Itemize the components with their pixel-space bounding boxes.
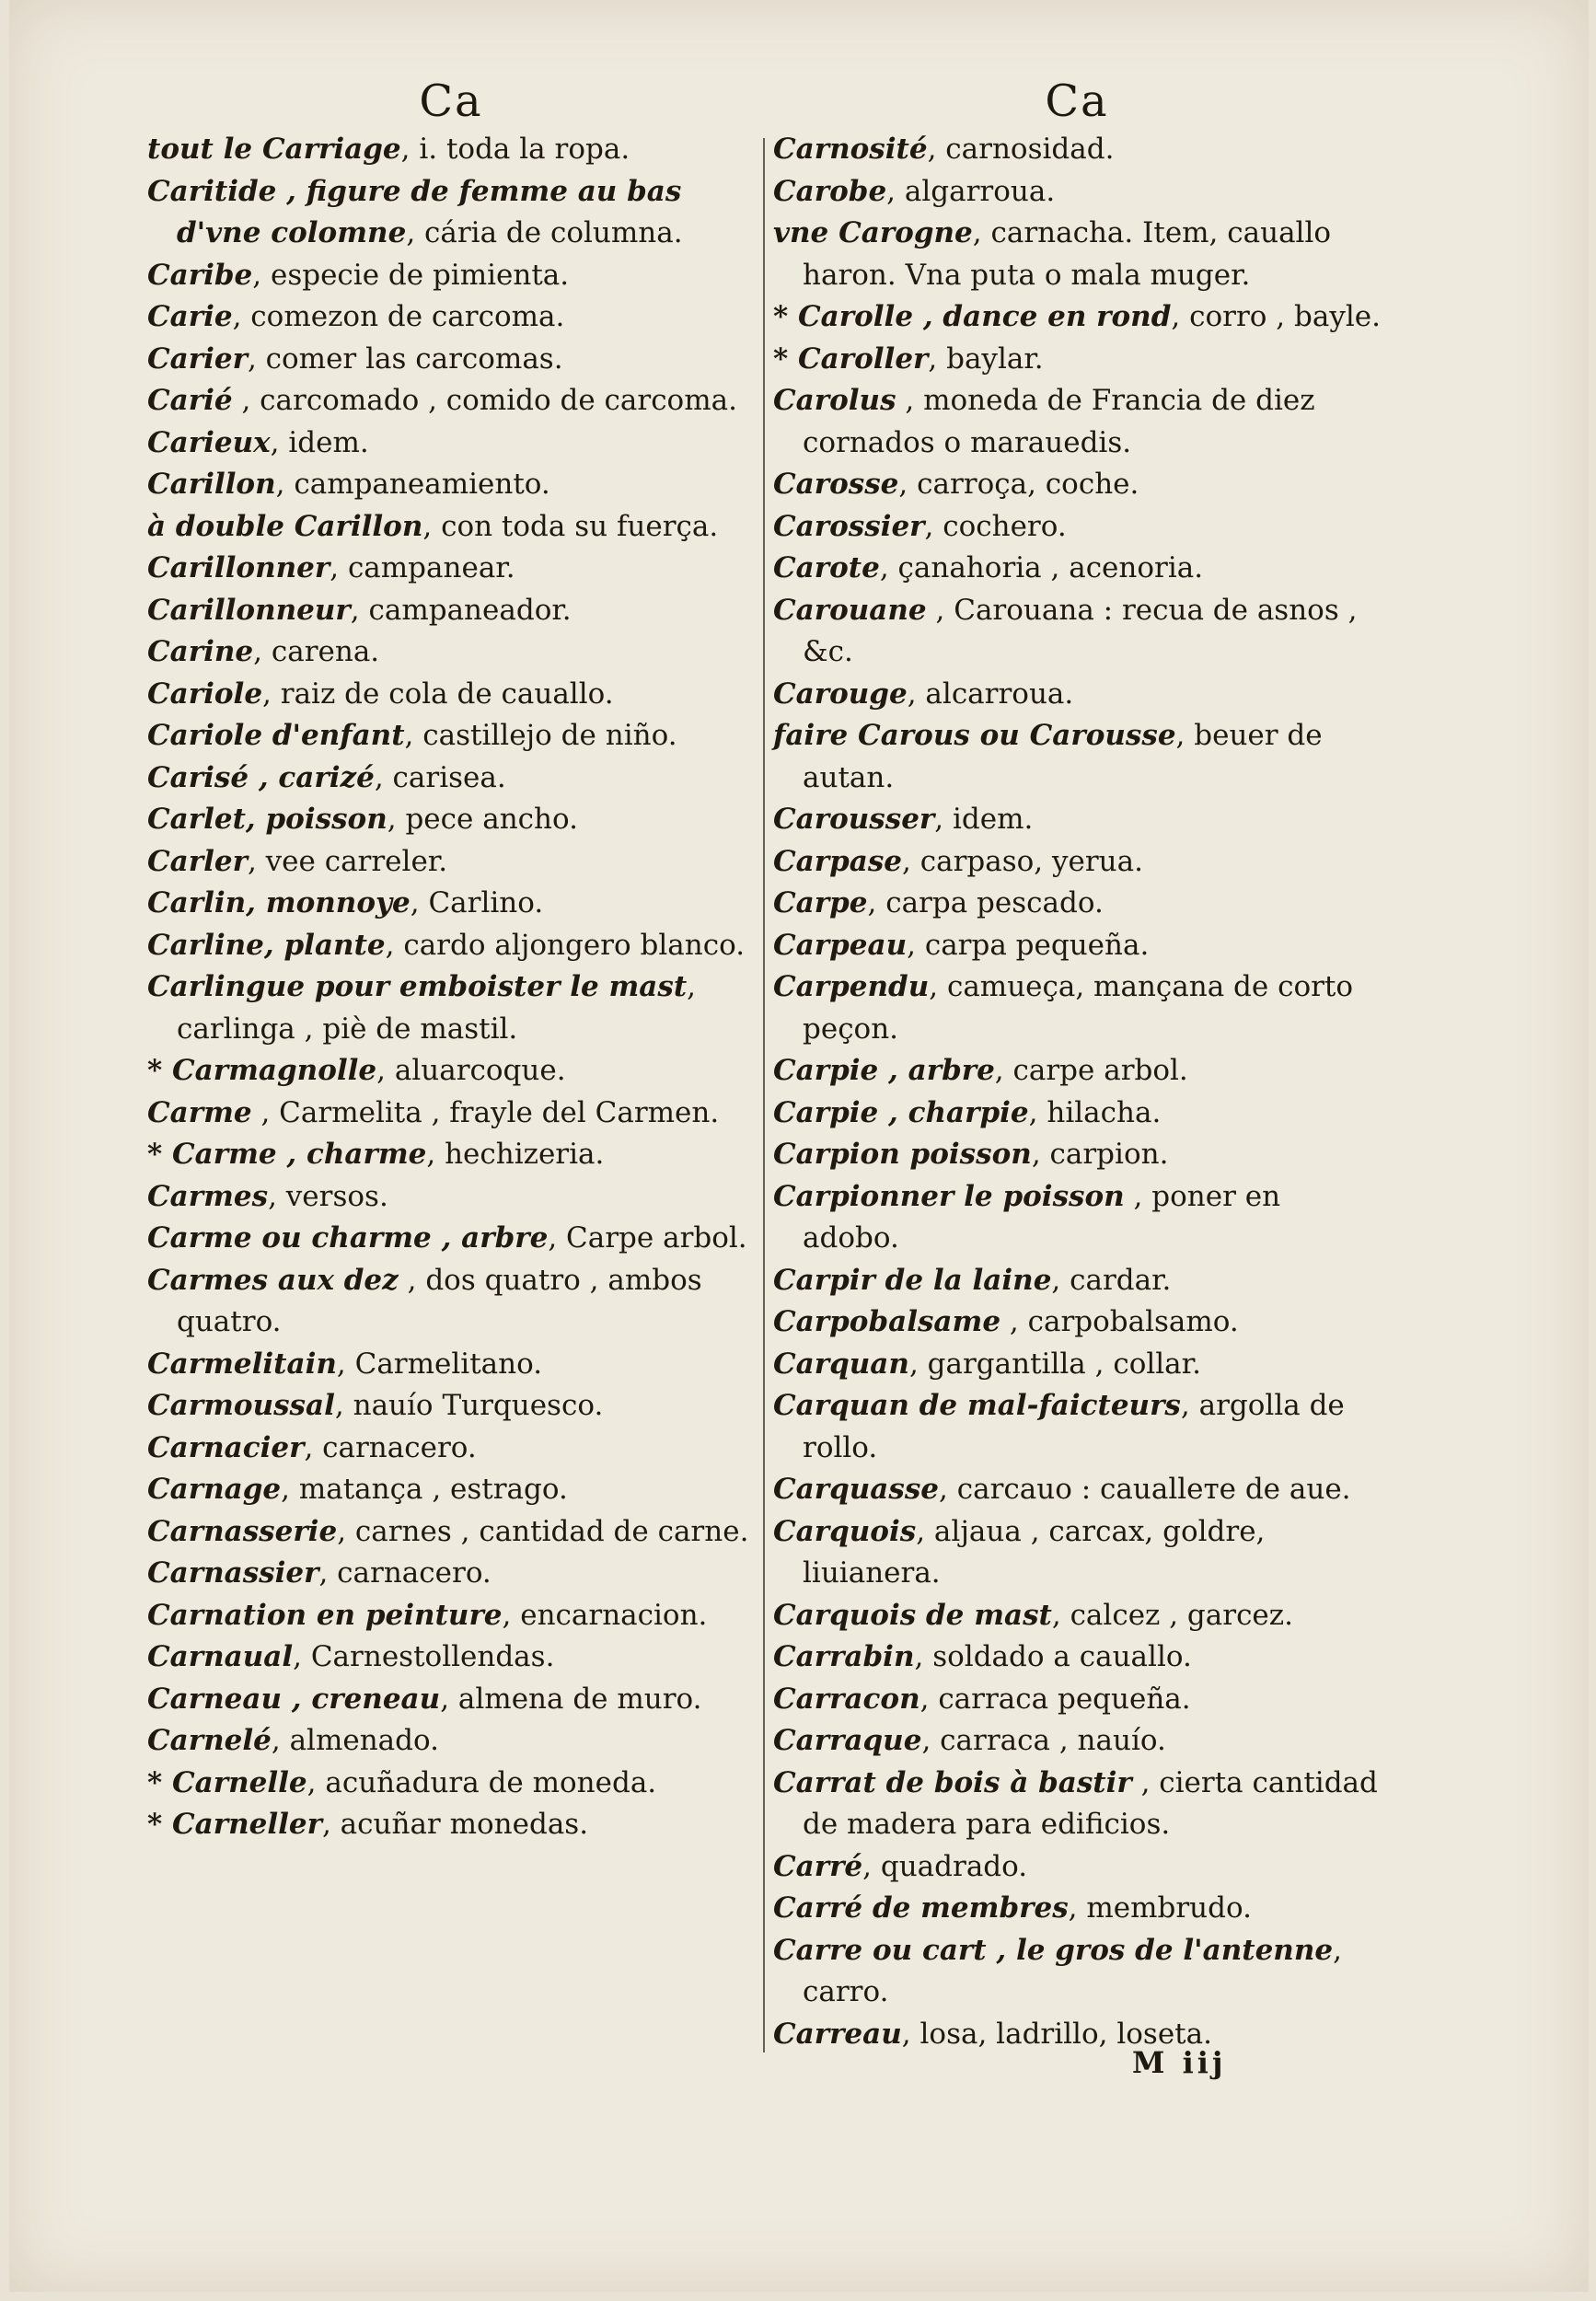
french-headword: Carnasserie	[147, 1514, 338, 1548]
spanish-definition: , poner en adobo.	[803, 1179, 1281, 1255]
french-headword: Carme	[147, 1095, 252, 1129]
spanish-definition: , Carnestollendas.	[293, 1640, 555, 1673]
french-headword: Carie	[147, 300, 233, 333]
spanish-definition: , cochero.	[924, 509, 1067, 543]
french-headword: Carobe	[773, 174, 887, 208]
french-headword: Carlet, poisson	[147, 803, 387, 836]
french-headword: Carré	[773, 1849, 863, 1883]
french-headword: Carpionner le poisson	[773, 1179, 1125, 1213]
french-headword: Carié	[147, 384, 233, 417]
dictionary-entry	[147, 171, 755, 255]
dictionary-entry	[773, 1763, 1381, 1846]
spanish-definition: , encarnacion.	[502, 1598, 708, 1632]
spanish-definition: , versos.	[268, 1179, 388, 1213]
french-headword: Carrabin	[773, 1640, 915, 1673]
dictionary-entry	[773, 799, 1381, 841]
french-headword: Carquois	[773, 1514, 917, 1548]
french-headword: Carlingue pour emboister le mast	[147, 970, 688, 1003]
dictionary-entry	[147, 966, 755, 1050]
french-headword: Carnassier	[147, 1556, 319, 1590]
french-headword: Carnage	[147, 1473, 282, 1506]
french-headword: Carnelé	[147, 1724, 272, 1757]
french-headword: Carouge	[773, 676, 908, 711]
spanish-definition: , carcauo : caualleте de aue.	[939, 1473, 1351, 1506]
spanish-definition: , dos quatro , ambos quatro.	[177, 1263, 702, 1338]
spanish-definition: , argolla de rollo.	[803, 1389, 1345, 1464]
french-headword: Carnosité	[773, 133, 928, 166]
dictionary-entry	[147, 1763, 755, 1805]
dictionary-entry	[147, 1428, 755, 1470]
spanish-definition: , aluarcoque.	[376, 1054, 566, 1087]
spanish-definition: , çanahoria , acenoria.	[879, 551, 1204, 584]
french-headword: Carmes	[147, 1179, 269, 1213]
dictionary-entry	[147, 1553, 755, 1595]
dictionary-entry	[147, 841, 755, 884]
spanish-definition: , carnacero.	[304, 1430, 477, 1464]
dictionary-entry	[147, 1344, 755, 1386]
french-headword: tout le Carriage	[147, 133, 401, 166]
french-headword: Carieux	[147, 425, 271, 459]
spanish-definition: , campanear.	[330, 551, 515, 584]
dictionary-entry	[147, 925, 755, 967]
spanish-definition: , calcez , garcez.	[1051, 1598, 1293, 1632]
dictionary-entry	[773, 548, 1381, 590]
spanish-definition: , Carmelita , frayle del Carmen.	[251, 1095, 720, 1129]
dictionary-entry	[773, 590, 1381, 674]
spanish-definition: , carroça, coche.	[898, 468, 1139, 501]
dictionary-entry	[147, 1636, 755, 1679]
spanish-definition: , quadrado.	[862, 1849, 1028, 1883]
dictionary-entry	[773, 464, 1381, 506]
dictionary-entry	[147, 255, 755, 297]
french-headword: Carré de membres	[773, 1891, 1069, 1925]
french-headword: Carmoussal	[147, 1389, 335, 1422]
french-headword: Carler	[147, 844, 248, 878]
dictionary-entry	[147, 1469, 755, 1511]
french-headword: faire Carous ou Carousse	[773, 719, 1176, 752]
french-headword: Carosse	[773, 468, 899, 501]
french-headword: Carpe	[773, 886, 868, 919]
dictionary-entry	[773, 1344, 1381, 1386]
dictionary-entry	[147, 1679, 755, 1721]
dictionary-entry	[773, 925, 1381, 967]
dictionary-entry	[147, 883, 755, 925]
right-running-head: Ca	[1045, 75, 1109, 127]
french-headword: Carier	[147, 341, 248, 376]
spanish-definition: , carnosidad.	[927, 133, 1115, 166]
dictionary-entry	[773, 1093, 1381, 1135]
french-headword: Carrat de bois à bastir	[773, 1765, 1132, 1799]
spanish-definition: , carisea.	[374, 760, 506, 794]
spanish-definition: , soldado a cauallo.	[914, 1640, 1192, 1673]
spanish-definition: , nauío Turquesco.	[334, 1389, 604, 1422]
french-headword: Carpie , arbre	[773, 1054, 995, 1087]
spanish-definition: , castillejo de niño.	[404, 719, 677, 752]
spanish-definition: , almenado.	[271, 1724, 439, 1757]
french-headword: Carine	[147, 635, 254, 668]
french-headword: Carme ou charme , arbre	[147, 1221, 549, 1255]
dictionary-entry	[147, 1176, 755, 1219]
dictionary-entry	[147, 1218, 755, 1260]
french-headword: vne Carogne	[773, 216, 973, 249]
dictionary-entry	[147, 296, 755, 339]
dictionary-entry	[147, 1093, 755, 1135]
dictionary-entry	[773, 2014, 1381, 2056]
dictionary-entry	[147, 1804, 755, 1846]
dictionary-entry	[773, 715, 1381, 799]
french-headword: Carraque	[773, 1724, 922, 1757]
dictionary-entry	[773, 1260, 1381, 1302]
spanish-definition: , carraca , nauío.	[921, 1724, 1166, 1757]
french-headword: Carquan de mal-faicteurs	[773, 1389, 1181, 1422]
spanish-definition: , carnacha. Item, cauallo haron. Vna puta o mala muger.	[803, 216, 1332, 292]
spanish-definition: , membrudo.	[1068, 1891, 1252, 1925]
dictionary-entry	[773, 674, 1381, 716]
spanish-definition: , gargantilla , collar.	[908, 1347, 1201, 1381]
spanish-definition: , algarroua.	[886, 174, 1056, 208]
dictionary-entry	[773, 1720, 1381, 1763]
spanish-definition: , comezon de carcoma.	[232, 300, 565, 333]
french-headword: Carracon	[773, 1682, 920, 1716]
french-headword: Carpeau	[773, 928, 908, 962]
dictionary-entry	[147, 464, 755, 506]
spanish-definition: , camueça, mançana de corto peçon.	[803, 970, 1354, 1046]
spanish-definition: , cierta cantidad de madera para edificios.	[803, 1765, 1378, 1841]
dictionary-entry	[147, 590, 755, 632]
french-headword: Carmes aux dez	[147, 1263, 399, 1297]
french-headword: Carillonneur	[147, 593, 351, 627]
french-headword: Carneau , creneau	[147, 1682, 441, 1716]
spanish-definition: , carnacero.	[318, 1556, 492, 1590]
french-headword: Carline, plante	[147, 928, 386, 962]
spanish-definition: , cardo aljongero blanco.	[385, 928, 746, 962]
dictionary-entry	[147, 799, 755, 841]
dictionary-entry	[773, 841, 1381, 884]
dictionary-entry	[147, 674, 755, 716]
spanish-definition: , carraca pequeña.	[919, 1682, 1191, 1716]
book-page	[9, 0, 1589, 2292]
french-headword: Carlin, monnoye	[147, 886, 411, 919]
spanish-definition: , beuer de autan.	[803, 719, 1323, 794]
spanish-definition: , Carouana : recua de asnos , &c.	[803, 593, 1358, 668]
french-headword: Carnation en peinture	[147, 1598, 503, 1632]
french-headword: Caribe	[147, 258, 253, 292]
french-headword: * Caroller	[773, 341, 929, 376]
spanish-definition: , losa, ladrillo, loseta.	[901, 2017, 1212, 2051]
spanish-definition: , carpa pescado.	[867, 886, 1104, 919]
spanish-definition: , con toda su fuerça.	[422, 509, 719, 543]
french-headword: Carpion poisson	[773, 1138, 1032, 1171]
dictionary-entry	[773, 171, 1381, 214]
dictionary-entry	[147, 631, 755, 674]
french-headword: Carquasse	[773, 1473, 940, 1506]
french-headword: Carnacier	[147, 1430, 305, 1464]
dictionary-entry	[147, 757, 755, 800]
dictionary-entry	[147, 129, 755, 171]
spanish-definition: , cardar.	[1051, 1263, 1172, 1297]
spanish-definition: , idem.	[934, 803, 1034, 836]
column-divider	[763, 138, 765, 2052]
dictionary-entry	[773, 1930, 1381, 2014]
dictionary-entry	[147, 422, 755, 465]
spanish-definition: , comer las carcomas.	[247, 341, 563, 376]
dictionary-entry	[773, 1176, 1381, 1260]
dictionary-entry	[773, 1846, 1381, 1889]
spanish-definition: , alcarroua.	[907, 676, 1074, 711]
spanish-definition: , carena.	[253, 635, 380, 668]
dictionary-entry	[773, 1595, 1381, 1637]
french-headword: * Carmagnolle	[147, 1054, 377, 1087]
spanish-definition: , baylar.	[928, 341, 1044, 376]
dictionary-entry	[773, 1050, 1381, 1093]
right-entry-list	[773, 129, 1381, 2055]
dictionary-entry	[147, 1260, 755, 1344]
dictionary-entry	[773, 966, 1381, 1050]
french-headword: Carquan	[773, 1347, 909, 1381]
dictionary-entry	[773, 380, 1381, 464]
french-headword: * Carolle , dance en rond	[773, 300, 1172, 333]
spanish-definition: , pece ancho.	[387, 803, 578, 836]
dictionary-entry	[147, 548, 755, 590]
french-headword: Carpobalsame	[773, 1305, 1001, 1338]
french-headword: Carreau	[773, 2017, 902, 2051]
dictionary-entry	[147, 1385, 755, 1428]
french-headword: Carousser	[773, 803, 935, 836]
spanish-definition: , acuñar monedas.	[321, 1808, 589, 1841]
spanish-definition: , Carlino.	[410, 886, 544, 919]
french-headword: Caritide , figure de femme au bas d'vne colomne	[147, 174, 682, 249]
dictionary-entry	[147, 715, 755, 757]
spanish-definition: , vee carreler.	[247, 844, 448, 878]
french-headword: Carouane	[773, 593, 927, 627]
dictionary-entry	[773, 1636, 1381, 1679]
dictionary-entry	[147, 380, 755, 422]
french-headword: Carmelitain	[147, 1347, 337, 1381]
spanish-definition: , carpa pequeña.	[907, 928, 1150, 962]
spanish-definition: , carcomado , comido de carcoma.	[232, 384, 737, 417]
french-headword: Carillon	[147, 468, 276, 501]
spanish-definition: , carlinga , piè de mastil.	[177, 970, 697, 1046]
left-entry-list	[147, 129, 755, 1846]
spanish-definition: , idem.	[270, 425, 369, 459]
spanish-definition: , especie de pimienta.	[252, 258, 570, 292]
spanish-definition: , hechizeria.	[426, 1138, 605, 1171]
dictionary-entry	[773, 339, 1381, 381]
dictionary-entry	[147, 1134, 755, 1176]
spanish-definition: , campaneamiento.	[275, 468, 550, 501]
dictionary-entry	[773, 213, 1381, 296]
dictionary-entry	[773, 1511, 1381, 1595]
spanish-definition: , carpe arbol.	[994, 1054, 1188, 1087]
french-headword: Carote	[773, 551, 880, 584]
spanish-definition: , matança , estrago.	[281, 1473, 568, 1506]
dictionary-entry	[773, 1134, 1381, 1176]
french-headword: * Carneller	[147, 1808, 322, 1841]
dictionary-entry	[147, 1720, 755, 1763]
french-headword: Cariole d'enfant	[147, 719, 405, 752]
spanish-definition: , carpaso, yerua.	[902, 844, 1143, 878]
spanish-definition: , i. toda la ropa.	[400, 133, 630, 166]
french-headword: Carre ou cart , le gros de l'antenne	[773, 1933, 1334, 1967]
dictionary-entry	[773, 1469, 1381, 1511]
dictionary-entry	[147, 506, 755, 549]
spanish-definition: , carnes , cantidad de carne.	[337, 1514, 749, 1548]
spanish-definition: , corro , bayle.	[1171, 300, 1381, 333]
french-headword: Carpir de la laine	[773, 1263, 1052, 1297]
spanish-definition: , Carmelitano.	[336, 1347, 543, 1381]
spanish-definition: , carpobalsamo.	[1000, 1305, 1239, 1338]
french-headword: Carquois de mast	[773, 1598, 1052, 1632]
dictionary-entry	[147, 1050, 755, 1093]
dictionary-entry	[773, 1301, 1381, 1344]
french-headword: Carpase	[773, 844, 903, 878]
spanish-definition: , aljaua , carcax, goldre, liuianera.	[803, 1514, 1266, 1590]
french-headword: Carisé , carizé	[147, 760, 375, 794]
french-headword: Carolus	[773, 384, 896, 417]
signature-mark: M iij	[1132, 2045, 1227, 2080]
spanish-definition: , carpion.	[1031, 1138, 1169, 1171]
spanish-definition: , raiz de cola de cauallo.	[262, 676, 614, 711]
spanish-definition: , almena de muro.	[440, 1682, 702, 1716]
spanish-definition: , carro.	[803, 1933, 1342, 2008]
dictionary-entry	[773, 1888, 1381, 1930]
dictionary-entry	[147, 1595, 755, 1637]
spanish-definition: , Carpe arbol.	[548, 1221, 747, 1255]
dictionary-entry	[773, 296, 1381, 339]
french-headword: Cariole	[147, 676, 263, 711]
french-headword: Carpendu	[773, 970, 930, 1003]
spanish-definition: , hilacha.	[1028, 1095, 1162, 1129]
spanish-definition: , moneda de Francia de diez cornados o marauedis.	[803, 384, 1315, 459]
dictionary-entry	[773, 1679, 1381, 1721]
spanish-definition: , acuñadura de moneda.	[306, 1765, 657, 1799]
french-headword: * Carnelle	[147, 1765, 307, 1799]
french-headword: Carossier	[773, 509, 925, 543]
dictionary-entry	[773, 129, 1381, 171]
french-headword: Carpie , charpie	[773, 1095, 1029, 1129]
dictionary-entry	[147, 339, 755, 381]
french-headword: * Carme , charme	[147, 1138, 427, 1171]
french-headword: Carnaual	[147, 1640, 294, 1673]
french-headword: à double Carillon	[147, 509, 423, 543]
dictionary-entry	[147, 1511, 755, 1554]
dictionary-entry	[773, 883, 1381, 925]
left-running-head: Ca	[419, 75, 483, 127]
dictionary-entry	[773, 506, 1381, 549]
dictionary-entry	[773, 1385, 1381, 1469]
spanish-definition: , cária de columna.	[406, 216, 683, 249]
spanish-definition: , campaneador.	[350, 593, 572, 627]
french-headword: Carillonner	[147, 551, 330, 584]
